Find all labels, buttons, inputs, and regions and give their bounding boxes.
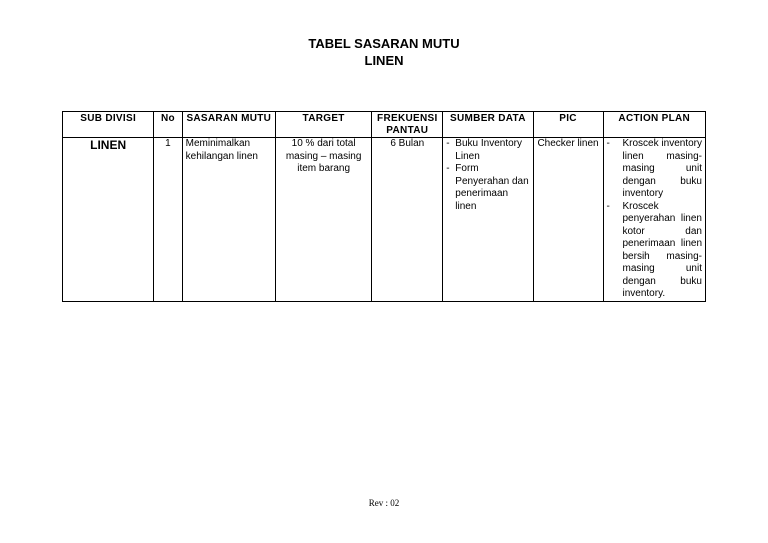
header-action-plan: ACTION PLAN [603,112,706,138]
list-item: - Kroscek inventory linen masing-masing unit dengan buku inventory [607,138,703,201]
cell-sub-divisi: LINEN [63,138,154,302]
title-line-1: TABEL SASARAN MUTU [308,36,460,51]
header-sub-divisi: SUB DIVISI [63,112,154,138]
cell-pic: Checker linen [533,138,603,302]
table-row [63,138,706,302]
quality-target-table [62,111,706,302]
sumber-data-list [446,138,529,213]
list-item: - Form Penyerahan dan penerimaan linen [446,163,529,213]
table-header-row [63,112,706,138]
title-line-2: LINEN [364,53,404,68]
header-pic: PIC [533,112,603,138]
header-sasaran-mutu: SASARAN MUTU [182,112,275,138]
header-frekuensi-pantau: FREKUENSI PANTAU [372,112,443,138]
revision-footer: Rev : 02 [368,498,400,508]
header-target: TARGET [275,112,371,138]
action-plan-list [607,138,703,301]
header-sumber-data: SUMBER DATA [443,112,533,138]
document-title [0,35,768,69]
cell-sumber-data [443,138,533,302]
cell-action-plan [603,138,706,302]
header-no: No [154,112,182,138]
cell-no: 1 [154,138,182,302]
list-item: - Kroscek penyerahan linen kotor dan penerimaan linen bersih masing-masing unit dengan buku inventory. [607,201,703,301]
cell-frekuensi-pantau: 6 Bulan [372,138,443,302]
list-item: - Buku Inventory Linen [446,138,529,163]
cell-target: 10 % dari total masing – masing item barang [275,138,371,302]
cell-sasaran-mutu: Meminimalkan kehilangan linen [182,138,275,302]
